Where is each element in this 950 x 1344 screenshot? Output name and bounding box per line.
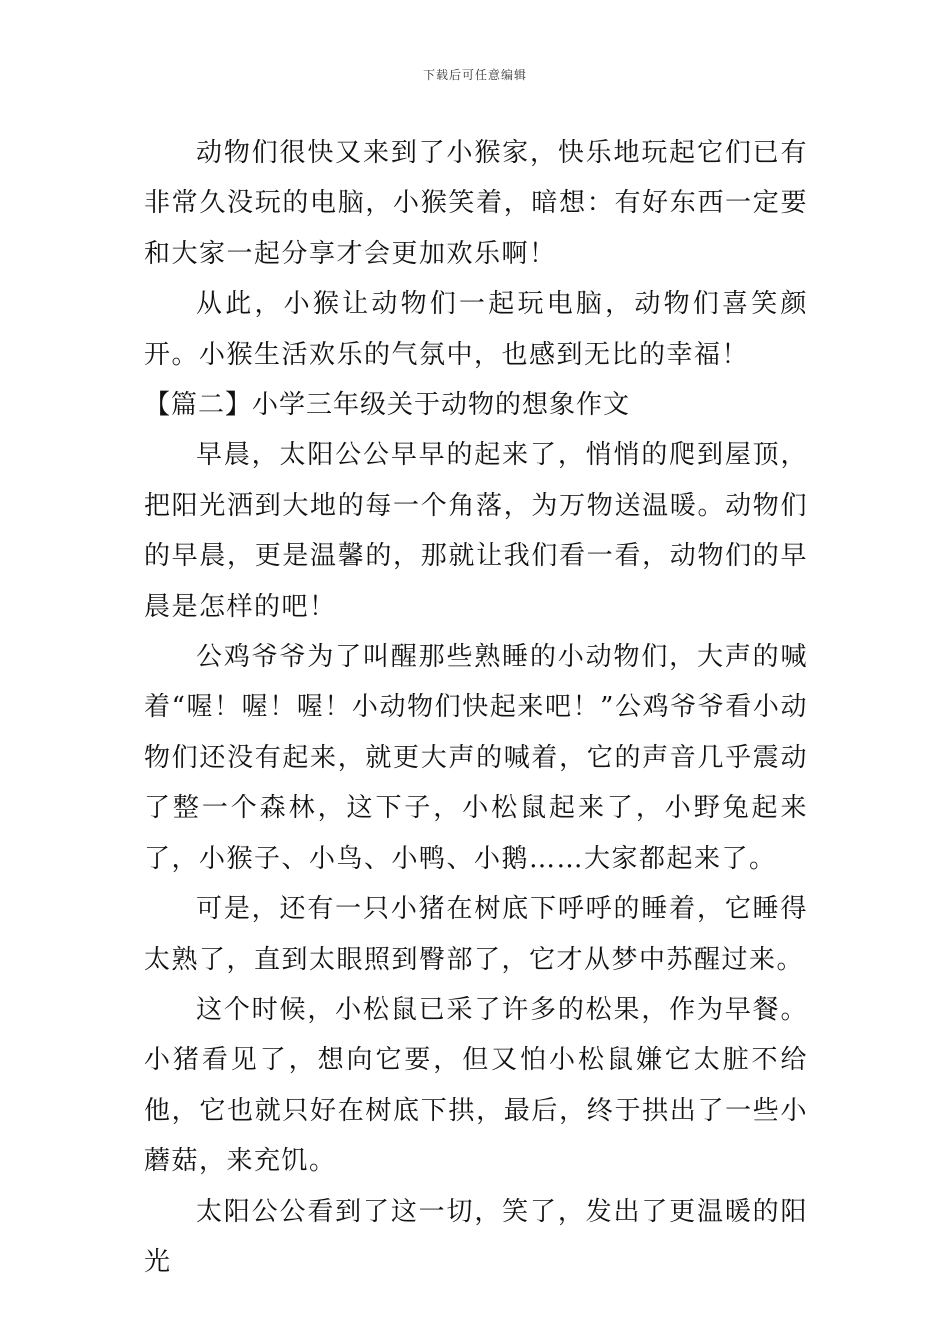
paragraph-3: 早晨，太阳公公早早的起来了，悄悄的爬到屋顶，把阳光洒到大地的每一个角落，为万物送温暖。动物们的早晨，更是温馨的，那就让我们看一看，动物们的早晨是怎样的吧！ — [144, 440, 808, 622]
paragraph-1: 动物们很快又来到了小猴家，快乐地玩起它们已有非常久没玩的电脑，小猴笑着，暗想：有好东西一定要和大家一起分享才会更加欢乐啊！ — [144, 138, 808, 269]
document-body — [144, 128, 808, 1287]
paragraph-7: 太阳公公看到了这一切，笑了，发出了更温暖的阳光 — [144, 1196, 808, 1277]
section-heading: 【篇二】小学三年级关于动物的想象作文 — [144, 390, 631, 421]
paragraph-2: 从此，小猴让动物们一起玩电脑，动物们喜笑颜开。小猴生活欢乐的气氛中，也感到无比的幸福！ — [144, 289, 808, 370]
paragraph-5: 可是，还有一只小猪在树底下呼呼的睡着，它睡得太熟了，直到太眼照到臀部了，它才从梦中苏醒过来。 — [144, 894, 808, 975]
header-note: 下载后可任意编辑 — [422, 68, 527, 82]
paragraph-4: 公鸡爷爷为了叫醒那些熟睡的小动物们，大声的喊着“喔！喔！喔！小动物们快起来吧！”公鸡爷爷看小动物们还没有起来，就更大声的喊着，它的声音几乎震动了整一个森林，这下子，小松鼠起来了，小野兔起来了，小猴子、小鸟、小鸭、小鹅……大家都起来了。 — [144, 642, 808, 874]
paragraph-6: 这个时候，小松鼠已采了许多的松果，作为早餐。小猪看见了，想向它要，但又怕小松鼠嫌它太脏不给他，它也就只好在树底下拱，最后，终于拱出了一些小蘑菇，来充饥。 — [144, 994, 808, 1177]
